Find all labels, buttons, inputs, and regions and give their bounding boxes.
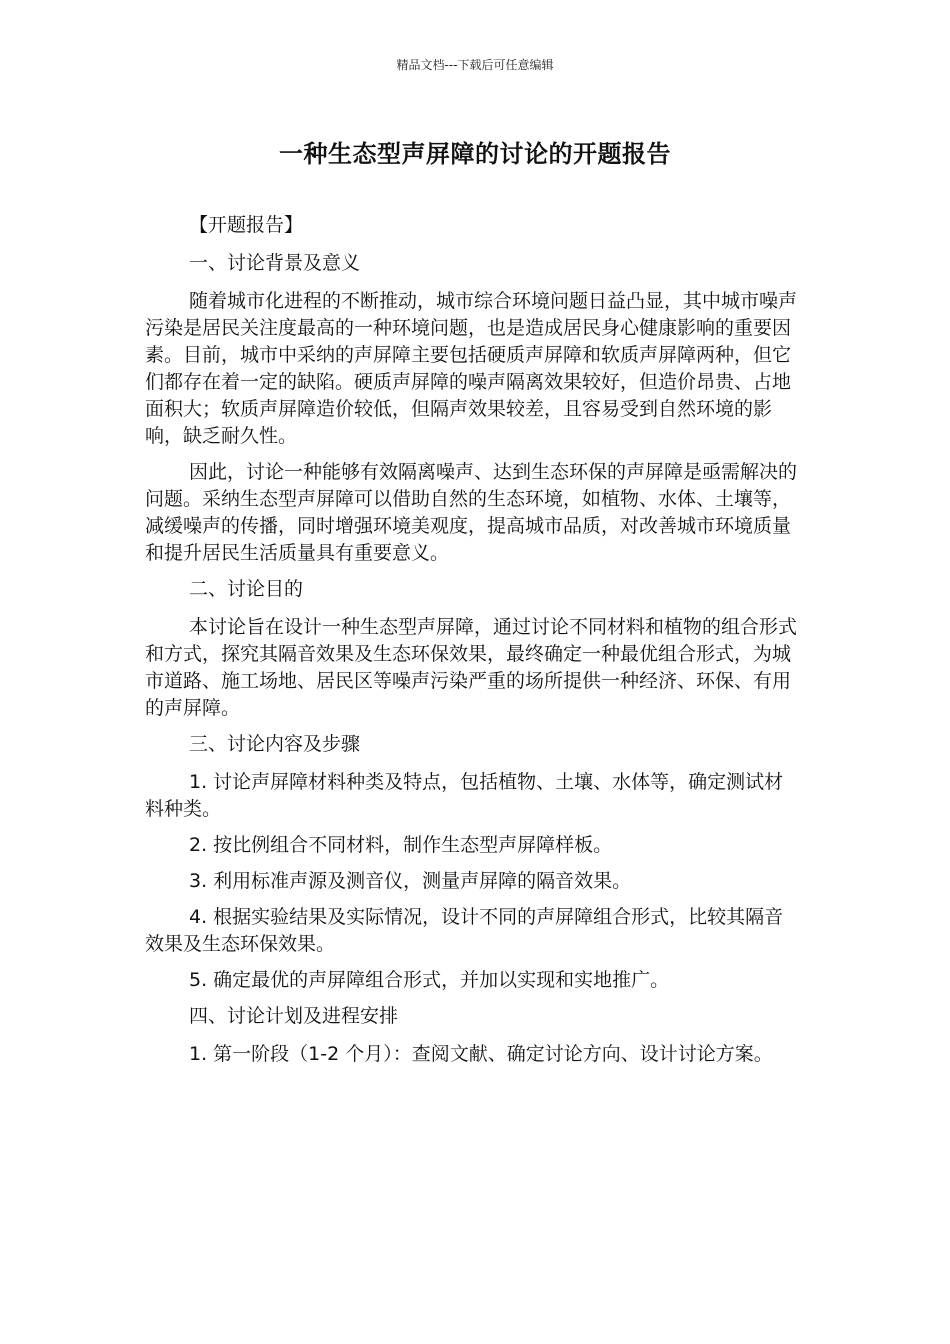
list-item: 5. 确定最优的声屏障组合形式，并加以实现和实地推广。 [189, 969, 670, 991]
list-item: 1. 讨论声屏障材料种类及特点，包括植物、土壤、水体等，确定测试材料种类。 [145, 771, 784, 820]
list-item: 4. 根据实验结果及实际情况，设计不同的声屏障组合形式，比较其隔音效果及生态环保效果。 [145, 906, 784, 955]
body-paragraph: 随着城市化进程的不断推动，城市综合环境问题日益凸显，其中城市噪声污染是居民关注度最高的一种环境问题，也是造成居民身心健康影响的重要因素。目前，城市中采纳的声屏障主要包括硬质声屏障和软质声屏障两种，但它们都存在着一定的缺陷。硬质声屏障的噪声隔离效果较好，但造价昂贵、占地面积大；软质声屏障造价较低，但隔声效果较差，且容易受到自然环境的影响，缺乏耐久性。 [145, 290, 798, 447]
body-paragraph: 因此，讨论一种能够有效隔离噪声、达到生态环保的声屏障是亟需解决的问题。采纳生态型声屏障可以借助自然的生态环境，如植物、水体、土壤等，减缓噪声的传播，同时增强环境美观度，提高城市品质，对改善城市环境质量和提升居民生活质量具有重要意义。 [145, 461, 798, 564]
section-heading: 三、讨论内容及步骤 [189, 733, 361, 755]
document-title: 一种生态型声屏障的讨论的开题报告 [279, 140, 671, 168]
section-heading: 四、讨论计划及进程安排 [189, 1005, 399, 1027]
list-item: 2. 按比例组合不同材料，制作生态型声屏障样板。 [189, 834, 613, 856]
body-paragraph: 本讨论旨在设计一种生态型声屏障，通过讨论不同材料和植物的组合形式和方式，探究其隔音效果及生态环保效果，最终确定一种最优组合形式，为城市道路、施工场地、居民区等噪声污染严重的场所提供一种经济、环保、有用的声屏障。 [145, 616, 798, 719]
header-note: 精品文档---下载后可任意编辑 [396, 58, 554, 72]
list-item: 3. 利用标准声源及测音仪，测量声屏障的隔音效果。 [189, 870, 632, 892]
document-body [145, 212, 800, 1077]
section-heading: 二、讨论目的 [189, 578, 304, 600]
list-item: 1. 第一阶段（1-2 个月）：查阅文献、确定讨论方向、设计讨论方案。 [189, 1043, 773, 1065]
report-label: 【开题报告】 [189, 214, 304, 236]
section-heading: 一、讨论背景及意义 [189, 252, 361, 274]
